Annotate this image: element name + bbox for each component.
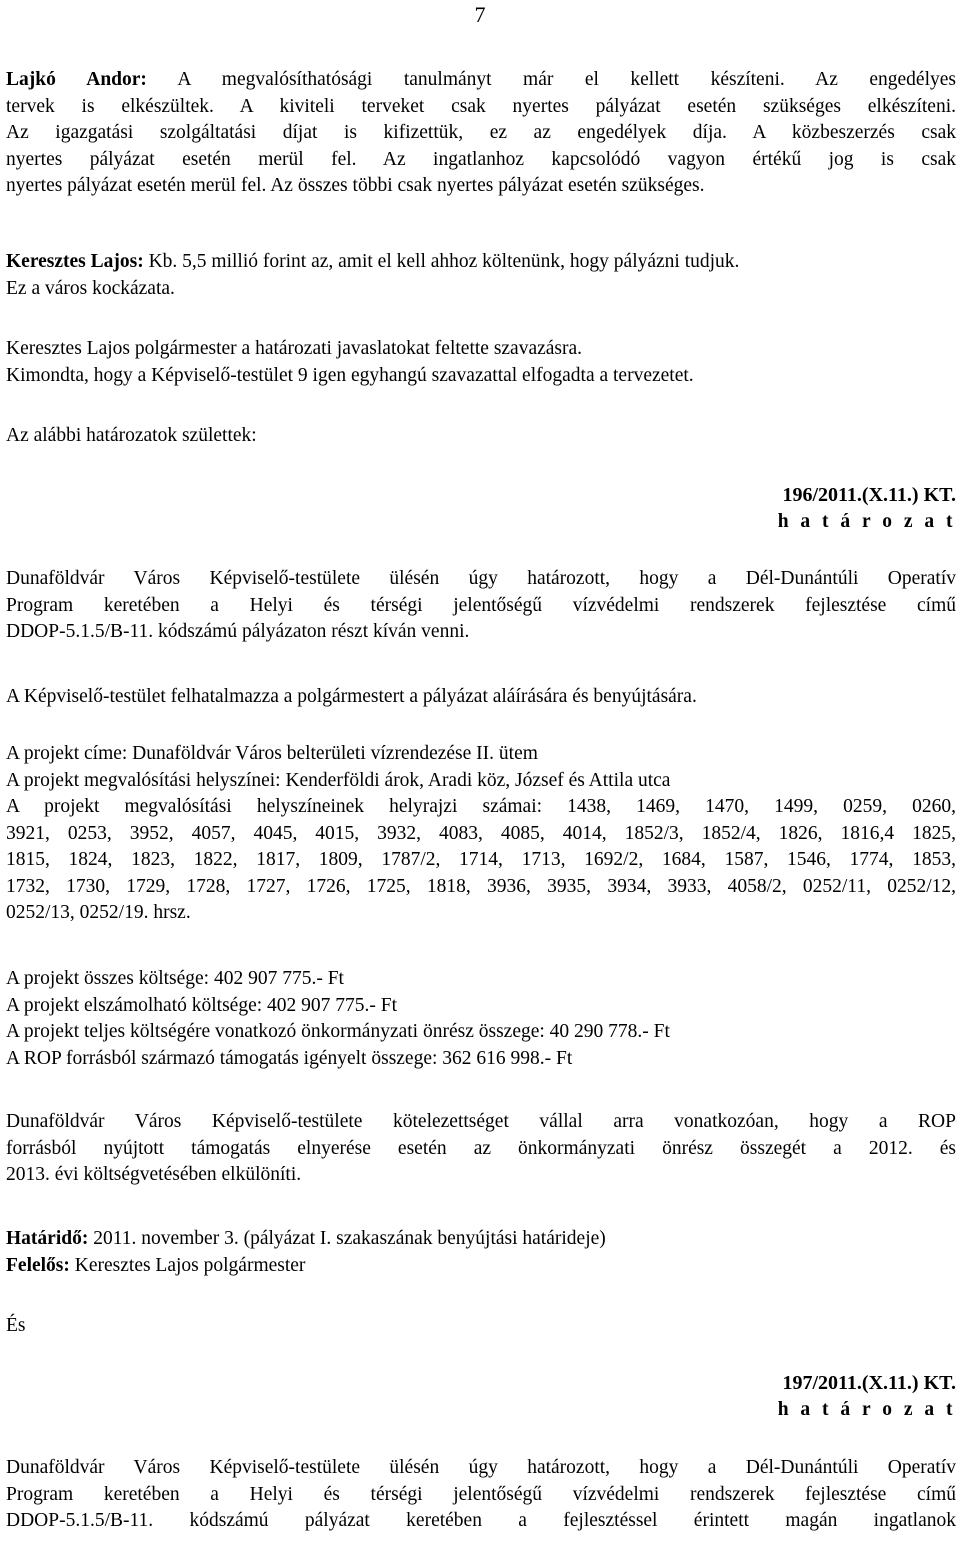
cost-line: A projekt teljes költségére vonatkozó önkormányzati önrész összege: 40 290 778.- Ft bbox=[6, 1021, 670, 1042]
responsible-label: Felelős: bbox=[6, 1254, 70, 1276]
cost-line: A projekt összes költsége: 402 907 775.- Ft bbox=[6, 968, 344, 989]
speaker-name: Lajkó Andor: bbox=[6, 69, 147, 90]
body-line: DDOP-5.1.5/B-11. kódszámú pályázat keretében a fejlesztéssel érintett magán ingatlanok bbox=[6, 1510, 956, 1531]
resolution-label: h a t á r o z a t bbox=[777, 1399, 956, 1420]
resolution-number: 197/2011.(X.11.) KT. bbox=[782, 1372, 956, 1394]
speech-line: Az igazgatási szolgáltatási díjat is kifizettük, ez az engedélyek díja. A közbeszerzés csak bbox=[6, 122, 956, 143]
resolution-body bbox=[6, 566, 956, 646]
project-costs bbox=[6, 966, 956, 1072]
project-parcels: 0252/13, 0252/19. hrsz. bbox=[6, 902, 191, 923]
project-details bbox=[6, 741, 956, 927]
body-line: Program keretében a Helyi és térségi jelentőségű vízvédelmi rendszerek fejlesztése című bbox=[6, 1483, 956, 1505]
and-text: És bbox=[6, 1315, 26, 1336]
speech-line: nyertes pályázat esetén merül fel. Az összes többi csak nyertes pályázat esetén szükséges. bbox=[6, 175, 705, 196]
speech-text: A megvalósíthatósági tanulmányt már el kellett készíteni. Az engedélyes bbox=[146, 69, 956, 90]
speech-line: nyertes pályázat esetén merül fel. Az ingatlanhoz kapcsolódó vagyon értékű jog is csak bbox=[6, 148, 956, 170]
speech-lajko bbox=[6, 67, 956, 200]
speech-line: tervek is elkészültek. A kiviteli terveket csak nyertes pályázat esetén szükséges elkészíteni. bbox=[6, 95, 956, 117]
project-parcels: A projekt megvalósítási helyszíneinek helyrajzi számai: 1438, 1469, 1470, 1499, 0259, 0260, bbox=[6, 796, 956, 817]
speech-keresztes bbox=[6, 249, 956, 302]
deadline-value: 2011. november 3. (pályázat I. szakaszának benyújtási határideje) bbox=[88, 1228, 606, 1249]
body-line: Dunaföldvár Város Képviselő-testülete ülésén úgy határozott, hogy a Dél-Dunántúli Operatív bbox=[6, 1457, 956, 1478]
body-line: Dunaföldvár Város Képviselő-testülete ülésén úgy határozott, hogy a Dél-Dunántúli Operatív bbox=[6, 568, 956, 589]
resolutions-intro bbox=[6, 423, 956, 450]
speaker-name: Keresztes Lajos: bbox=[6, 251, 144, 272]
body-line: 2013. évi költségvetésében elkülöníti. bbox=[6, 1164, 302, 1185]
responsible-value: Keresztes Lajos polgármester bbox=[69, 1254, 306, 1276]
vote-line: Keresztes Lajos polgármester a határozati javaslatokat feltette szavazásra. bbox=[6, 338, 583, 359]
body-line: DDOP-5.1.5/B-11. kódszámú pályázaton részt kíván venni. bbox=[6, 621, 470, 642]
resolution-body bbox=[6, 1455, 956, 1535]
cost-line: A ROP forrásból származó támogatás igényelt összege: 362 616 998.- Ft bbox=[6, 1047, 573, 1069]
project-parcels: 3921, 0253, 3952, 4057, 4045, 4015, 3932, 4083, 4085, 4014, 1852/3, 1852/4, 1826, 1816,4 1825, bbox=[6, 822, 956, 844]
commitment-paragraph bbox=[6, 1109, 956, 1189]
vote-paragraph bbox=[6, 336, 956, 389]
project-locations: A projekt megvalósítási helyszínei: Kenderföldi árok, Aradi köz, József és Attila utca bbox=[6, 769, 671, 791]
deadline-label: Határidő: bbox=[6, 1228, 89, 1249]
intro-text: Az alábbi határozatok születtek: bbox=[6, 425, 257, 446]
project-parcels: 1732, 1730, 1729, 1728, 1727, 1726, 1725, 1818, 3936, 3935, 3934, 3933, 4058/2, 0252/11, 0252/12, bbox=[6, 875, 956, 897]
body-line: Program keretében a Helyi és térségi jelentőségű vízvédelmi rendszerek fejlesztése című bbox=[6, 594, 956, 616]
resolution-number: 196/2011.(X.11.) KT. bbox=[782, 484, 956, 506]
page-number: 7 bbox=[474, 2, 486, 27]
project-parcels: 1815, 1824, 1823, 1822, 1817, 1809, 1787/2, 1714, 1713, 1692/2, 1684, 1587, 1546, 1774, 1853, bbox=[6, 849, 956, 870]
cost-line: A projekt elszámolható költsége: 402 907 775.- Ft bbox=[6, 994, 398, 1016]
speech-text: Kb. 5,5 millió forint az, amit el kell ahhoz költenünk, hogy pályázni tudjuk. bbox=[143, 251, 740, 272]
deadline-block bbox=[6, 1226, 956, 1279]
body-line: A Képviselő-testület felhatalmazza a polgármestert a pályázat aláírására és benyújtására. bbox=[6, 686, 697, 707]
body-line: Dunaföldvár Város Képviselő-testülete kötelezettséget vállal arra vonatkozóan, hogy a ROP bbox=[6, 1111, 956, 1132]
speech-line: Ez a város kockázata. bbox=[6, 277, 175, 299]
resolution-label: h a t á r o z a t bbox=[777, 511, 956, 532]
project-title: A projekt címe: Dunaföldvár Város belterületi vízrendezése II. ütem bbox=[6, 743, 538, 764]
vote-line: Kimondta, hogy a Képviselő-testület 9 igen egyhangú szavazattal elfogadta a tervezetet. bbox=[6, 364, 694, 386]
authorization-paragraph bbox=[6, 684, 956, 711]
and-word bbox=[6, 1313, 956, 1340]
body-line: forrásból nyújtott támogatás elnyerése esetén az önkormányzati önrész összegét a 2012. és bbox=[6, 1137, 956, 1159]
